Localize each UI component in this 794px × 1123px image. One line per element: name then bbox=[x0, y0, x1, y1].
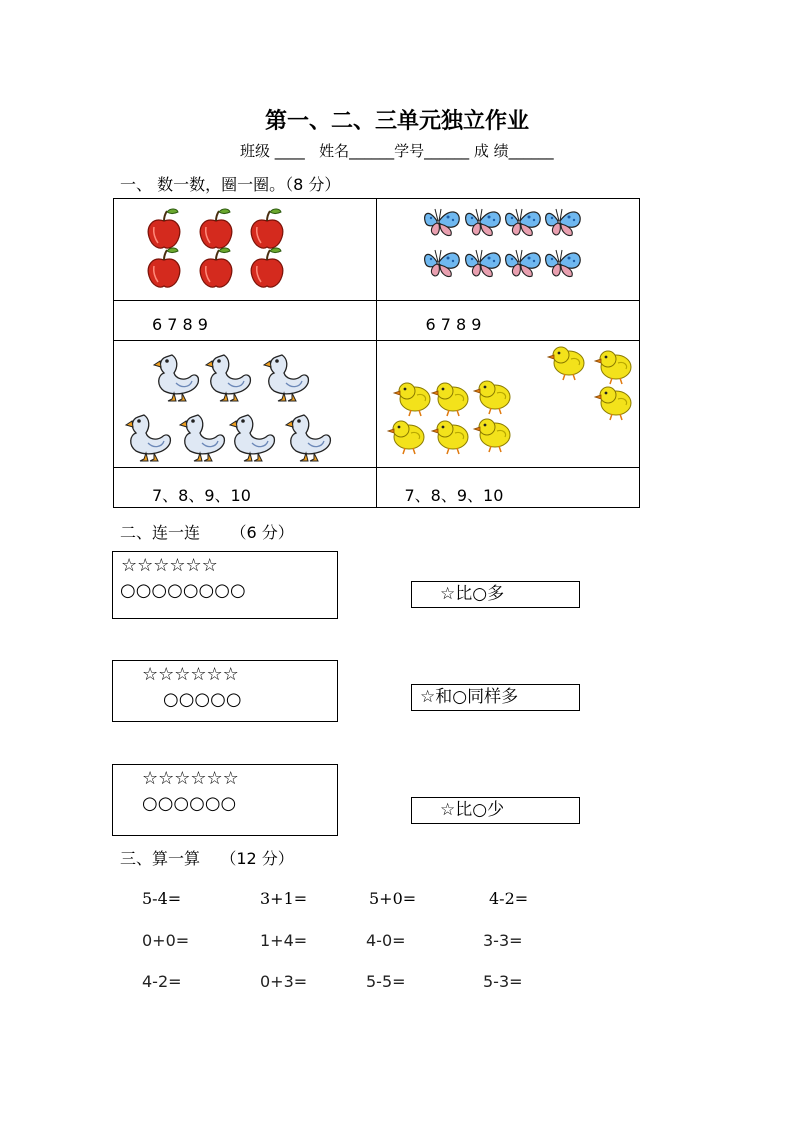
duck-icon bbox=[126, 415, 170, 461]
stars-row: ☆☆☆☆☆☆ bbox=[142, 664, 239, 685]
apple-options-cell[interactable] bbox=[114, 301, 377, 341]
chick-icon bbox=[388, 421, 424, 454]
answer-more[interactable]: ☆比○多 bbox=[411, 581, 580, 608]
equation[interactable]: 4-0= bbox=[366, 931, 406, 950]
apple-icon bbox=[251, 209, 283, 248]
apple-icon-group bbox=[114, 199, 377, 300]
match-group-3[interactable] bbox=[112, 764, 338, 836]
student-info-line: 班级 ____ 姓名______学号______ 成 绩______ bbox=[240, 142, 554, 160]
chick-icon bbox=[548, 347, 584, 380]
equation[interactable]: 3+1= bbox=[260, 889, 308, 908]
apple-icon bbox=[200, 209, 232, 248]
apple-picture-cell bbox=[114, 199, 377, 301]
counting-table bbox=[113, 198, 640, 508]
equation[interactable]: 0+3= bbox=[260, 972, 308, 991]
match-group-2[interactable] bbox=[112, 660, 338, 722]
apple-icon bbox=[251, 248, 283, 287]
apple-icon bbox=[148, 248, 180, 287]
circles-row: ○○○○○ bbox=[163, 689, 242, 710]
equation[interactable]: 5-4= bbox=[142, 889, 182, 908]
chick-picture-cell bbox=[377, 341, 640, 468]
duck-icon bbox=[230, 415, 274, 461]
chick-icon bbox=[474, 381, 510, 414]
chick-icon bbox=[432, 383, 468, 416]
chick-options-cell[interactable] bbox=[377, 468, 640, 508]
duck-icon bbox=[286, 415, 330, 461]
chick-count-options[interactable]: 7、8、9、10 bbox=[404, 486, 504, 505]
chick-icon bbox=[394, 383, 430, 416]
chick-icon bbox=[595, 387, 631, 420]
page-title: 第一、二、三单元独立作业 bbox=[264, 109, 529, 134]
duck-count-options[interactable]: 7、8、9、10 bbox=[152, 486, 251, 505]
equation[interactable]: 1+4= bbox=[260, 931, 308, 950]
equation[interactable]: 3-3= bbox=[483, 931, 523, 950]
duck-icon-group bbox=[114, 341, 377, 467]
butterfly-icon-group bbox=[377, 199, 639, 300]
butterfly-picture-cell bbox=[377, 199, 640, 301]
section1-heading: 一、 数一数，圈一圈。（8 分） bbox=[120, 175, 341, 194]
chick-icon bbox=[474, 419, 510, 452]
section2-heading: 二、连一连 （6 分） bbox=[120, 523, 294, 542]
chick-icon bbox=[432, 421, 468, 454]
apple-count-options[interactable]: 6 7 8 9 bbox=[152, 315, 208, 334]
chick-icon bbox=[595, 351, 631, 384]
circles-row: ○○○○○○○○ bbox=[120, 580, 246, 601]
answer-less[interactable]: ☆比○少 bbox=[411, 797, 580, 824]
equation[interactable]: 0+0= bbox=[142, 931, 190, 950]
equation[interactable]: 5-3= bbox=[483, 972, 523, 991]
butterfly-count-options[interactable]: 6 7 8 9 bbox=[425, 315, 482, 334]
stars-row: ☆☆☆☆☆☆ bbox=[142, 768, 239, 789]
duck-picture-cell bbox=[114, 341, 377, 468]
stars-row: ☆☆☆☆☆☆ bbox=[121, 555, 218, 576]
butterfly-options-cell[interactable] bbox=[377, 301, 640, 341]
equation[interactable]: 4-2= bbox=[142, 972, 182, 991]
butterfly-icon bbox=[506, 250, 541, 277]
equation[interactable]: 5-5= bbox=[366, 972, 406, 991]
apple-icon bbox=[148, 209, 180, 248]
equation[interactable]: 4-2= bbox=[489, 889, 529, 908]
section3-heading: 三、算一算 （12 分） bbox=[120, 849, 294, 868]
equation[interactable]: 5+0= bbox=[369, 889, 417, 908]
apple-icon bbox=[200, 248, 232, 287]
duck-options-cell[interactable] bbox=[114, 468, 377, 508]
butterfly-icon bbox=[425, 250, 460, 277]
butterfly-icon bbox=[425, 209, 460, 236]
match-group-1[interactable] bbox=[112, 551, 338, 619]
duck-icon bbox=[264, 355, 308, 401]
butterfly-icon bbox=[546, 209, 581, 236]
answer-equal[interactable]: ☆和○同样多 bbox=[411, 684, 580, 711]
butterfly-icon bbox=[546, 250, 581, 277]
butterfly-icon bbox=[466, 250, 501, 277]
circles-row: ○○○○○○ bbox=[142, 793, 237, 814]
duck-icon bbox=[180, 415, 224, 461]
duck-icon bbox=[206, 355, 250, 401]
butterfly-icon bbox=[466, 209, 501, 236]
butterfly-icon bbox=[506, 209, 541, 236]
chick-icon-group bbox=[377, 341, 639, 467]
duck-icon bbox=[154, 355, 198, 401]
